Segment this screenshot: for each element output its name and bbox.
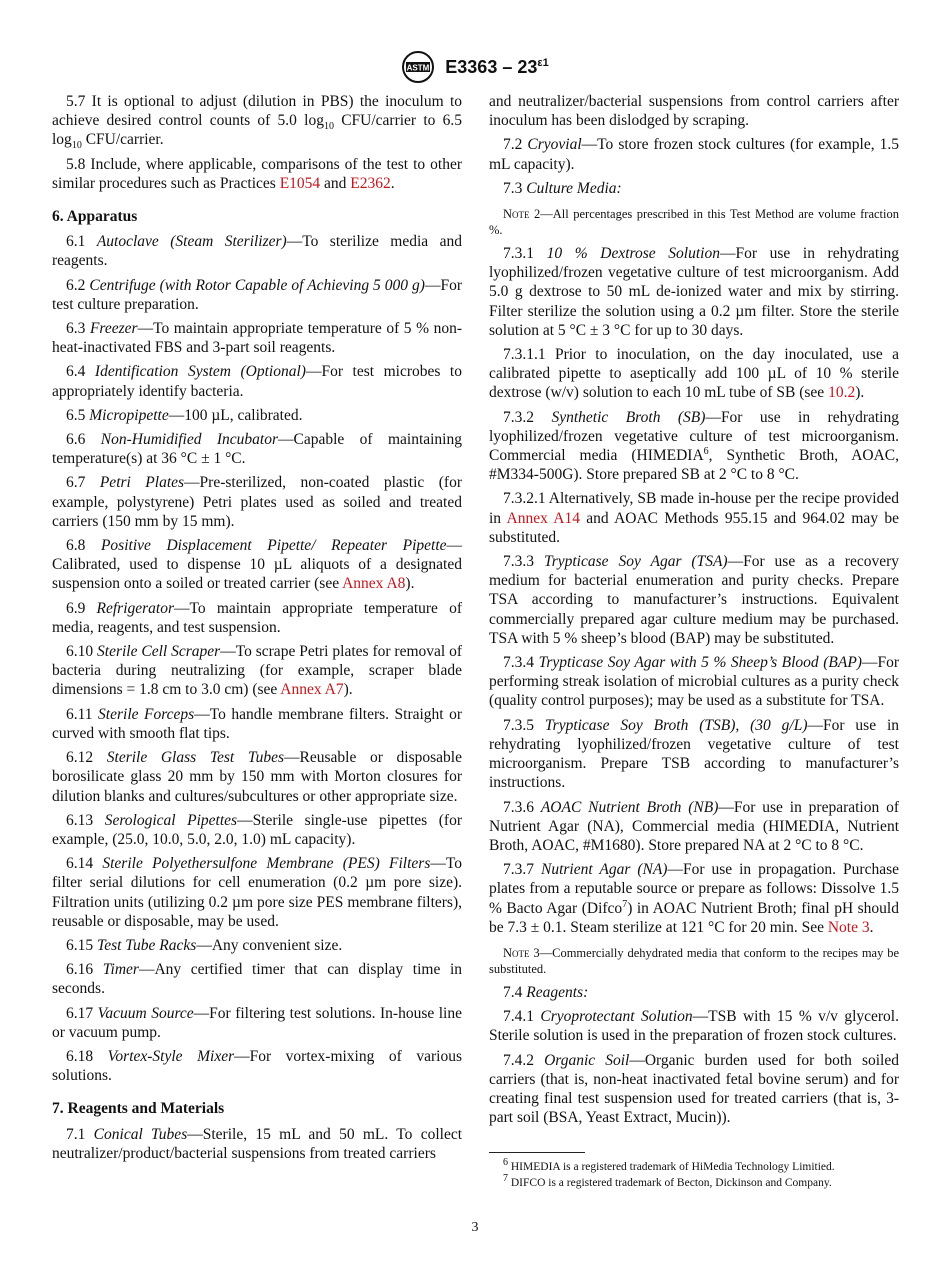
paragraph-7-3-5: 7.3.5 Trypticase Soy Broth (TSB), (30 g/L)—For use in rehydrating lyophilized/frozen vegetative culture of test microorganism. Prepare TSB according to manufacturer’s instructions. [489, 716, 900, 792]
page-header [0, 50, 950, 84]
paragraph-7-3-7: 7.3.7 Nutrient Agar (NA)—For use in propagation. Purchase plates from a reputable source or prepare as follows: Dissolve 1.5 % Bacto Agar (Difco$^7$) in AOAC Nutrient Broth; final pH should be 7.3 ± 0.1. Steam sterilize at 121 °C for 20 min. See Note 3. [489, 861, 899, 936]
paragraph-6-6: 6.6 Non-Humidified Incubator—Capable of maintaining temperature(s) at 36 °C ± 1 °C. [52, 431, 462, 468]
footnotes [489, 1157, 899, 1191]
ref-e1054-link[interactable]: E1054 [279, 174, 321, 192]
note-2: Note 2—All percentages prescribed in this Test Method are volume fraction %. [489, 207, 899, 238]
paragraph-5-7: 5.7 It is optional to adjust (dilution in PBS) the inoculum to achieve desired control counts of 5.0 $\log_{10}$ CFU/carrier to 6.5 $\log_{10}$ CFU/carrier. [52, 93, 462, 152]
logo-text: ASTM [406, 63, 430, 73]
paragraph-6-16: 6.16 Timer—Any certified timer that can display time in seconds. [52, 961, 463, 998]
paragraph-7-3: 7.3 Culture Media: [503, 179, 622, 197]
page-number: 3 [471, 1220, 479, 1235]
footnote-divider [489, 1152, 585, 1153]
footnote-ref-6: 6 [703, 445, 709, 457]
ref-10-2-link[interactable]: 10.2 [828, 384, 856, 402]
section-heading-apparatus: 6. Apparatus [52, 208, 138, 226]
paragraph-6-17: 6.17 Vacuum Source—For filtering test solutions. In-house line or vacuum pump. [52, 1004, 462, 1041]
note-3: Note 3—Commercially dehydrated media that conform to the recipes may be substituted. [489, 945, 899, 976]
ref-note-3-link[interactable]: Note 3 [827, 918, 870, 936]
edition-mark: ε1 [537, 56, 549, 69]
paragraph-7-3-2-1: 7.3.2.1 Alternatively, SB made in-house per the recipe provided in Annex A14 and AOAC Methods 955.15 and 964.02 may be substituted. [489, 490, 899, 546]
paragraph-6-3: 6.3 Freezer—To maintain appropriate temperature of 5 % non-heat-inactivated FBS and 3-part soil reagents. [52, 320, 462, 357]
paragraph-7-1-continued: and neutralizer/bacterial suspensions from control carriers after inoculum has been dislodged by scraping. [489, 93, 899, 130]
left-column [52, 92, 462, 1168]
paragraph-6-4: 6.4 Identification System (Optional)—For test microbes to appropriately identify bacteria. [52, 363, 462, 400]
footnote-7: $^7$ DIFCO is a registered trademark of Becton, Dickinson and Company. [503, 1172, 832, 1189]
ref-annex-a8-link[interactable]: Annex A8 [342, 575, 406, 593]
paragraph-7-3-4: 7.3.4 Trypticase Soy Agar with 5 % Sheep’s Blood (BAP)—For performing streak isolation of microbial cultures as a purity check (quality control purposes); may be used as a substitute for TSA. [489, 654, 900, 710]
ref-e2362-link[interactable]: E2362 [350, 174, 391, 192]
astm-logo-icon [401, 50, 435, 84]
ref-annex-a7-link[interactable]: Annex A7 [280, 681, 344, 699]
paragraph-6-5: 6.5 Micropipette—100 µL, calibrated. [66, 406, 303, 424]
ref-annex-a14-link[interactable]: Annex A14 [506, 509, 580, 527]
paragraph-7-4: 7.4 Reagents: [503, 983, 589, 1001]
paragraph-7-3-1-1: 7.3.1.1 Prior to inoculation, on the day inoculated, use a calibrated pipette to aseptically add 100 µL of 10 % sterile dextrose (w/v) solution to each 10 mL tube of SB (see 10.2). [489, 346, 899, 402]
paragraph-6-12: 6.12 Sterile Glass Test Tubes—Reusable or disposable borosilicate glass 20 mm by 150 mm with Morton closures for dilution blanks and cultures/subcultures or other appropriate size. [52, 749, 462, 805]
footnote-ref-7: 7 [622, 898, 628, 910]
paragraph-6-14: 6.14 Sterile Polyethersulfone Membrane (PES) Filters—To filter serial dilutions for cell enumeration (0.2 µm pore size). Filtration units (utilizing 0.2 µm pore size PES membrane filters), reusable or disposable, may be used. [52, 855, 462, 930]
paragraph-6-18: 6.18 Vortex-Style Mixer—For vortex-mixing of various solutions. [52, 1047, 462, 1085]
paragraph-5-8: 5.8 Include, where applicable, comparisons of the test to other similar procedures such as Practices E1054 and E2362. [52, 155, 463, 192]
footnote-6: $^6$ HIMEDIA is a registered trademark of HiMedia Technology Limitied. [503, 1157, 835, 1173]
paragraph-7-3-6: 7.3.6 AOAC Nutrient Broth (NB)—For use in preparation of Nutrient Agar (NA), Commercial media (HIMEDIA, Nutrient Broth, AOAC, #M1680). Store prepared NA at 2 °C to 8 °C. [489, 798, 899, 854]
paragraph-6-13: 6.13 Serological Pipettes—Sterile single-use pipettes (for example, (25.0, 10.0, 5.0, 2.0, 1.0) mL capacity). [52, 811, 462, 848]
paragraph-6-7: 6.7 Petri Plates—Pre-sterilized, non-coated plastic (for example, polystyrene) Petri plates used as soiled and treated carriers (150 mm by 15 mm). [52, 474, 462, 530]
paragraph-7-4-1: 7.4.1 Cryoprotectant Solution—TSB with 15 % v/v glycerol. Sterile solution is used in the preparation of frozen stock cultures. [489, 1008, 899, 1045]
paragraph-6-2: 6.2 Centrifuge (with Rotor Capable of Achieving 5 000 g)—For test culture preparation. [52, 276, 463, 313]
paragraph-6-11: 6.11 Sterile Forceps—To handle membrane filters. Straight or curved with smooth flat tips. [52, 705, 463, 742]
paragraph-6-15: 6.15 Test Tube Racks—Any convenient size. [66, 936, 343, 954]
standard-designation: $E3363 - 23^{\varepsilon 1}$ [445, 56, 549, 77]
paragraph-7-4-2: 7.4.2 Organic Soil—Organic burden used for both soiled carriers (that is, non-heat inactivated fetal bovine serum) and for creating final test suspension used for treated carriers (that is, 3-part soil (BSA, Yeast Extract, Mucin)). [489, 1051, 899, 1127]
paragraph-6-10: 6.10 Sterile Cell Scraper—To scrape Petri plates for removal of bacteria during neutralizing (for example, scraper blade dimensions = 1.8 cm to 3.0 cm) (see Annex A7). [52, 643, 463, 699]
paragraph-7-2: 7.2 Cryovial—To store frozen stock cultures (for example, 1.5 mL capacity). [489, 136, 899, 173]
section-heading-reagents: 7. Reagents and Materials [52, 1100, 225, 1118]
paragraph-7-3-3: 7.3.3 Trypticase Soy Agar (TSA)—For use as a recovery medium for bacterial enumeration and purity checks. Prepare TSA according to manufacturer’s instructions. Equivalent commercially prepared agar culture medium may be purchased. TSA with 5 % sheep’s blood (BAP) may be substituted. [489, 553, 900, 647]
paragraph-6-8: 6.8 Positive Displacement Pipette/ Repeater Pipette—Calibrated, used to dispense 10 µL aliquots of a designated suspension onto a soiled or treated carrier (see Annex A8). [52, 537, 463, 593]
paragraph-7-3-1: 7.3.1 10 % Dextrose Solution—For use in rehydrating lyophilized/frozen vegetative culture of test microorganism. Add 5.0 g dextrose to 50 mL de-ionized water and mix by stirring. Filter sterilize the solution using a 0.2 µm filter. Store the sterile solution at 5 °C ± 3 °C for up to 30 days. [489, 245, 900, 339]
paragraph-6-9: 6.9 Refrigerator—To maintain appropriate temperature of media, reagents, and test suspension. [52, 599, 462, 636]
paragraph-7-1: 7.1 Conical Tubes—Sterile, 15 mL and 50 mL. To collect neutralizer/product/bacterial suspensions from treated carriers [52, 1125, 463, 1162]
paragraph-7-3-2: 7.3.2 Synthetic Broth (SB)—For use in rehydrating lyophilized/frozen vegetative culture of test microorganism. Commercial media (HIMEDIA$^6$, Synthetic Broth, AOAC, #M334-500G). Store prepared SB at 2 °C to 8 °C. [489, 408, 900, 484]
right-column [489, 92, 899, 1132]
paragraph-6-1: 6.1 Autoclave (Steam Sterilizer)—To sterilize media and reagents. [52, 233, 462, 270]
